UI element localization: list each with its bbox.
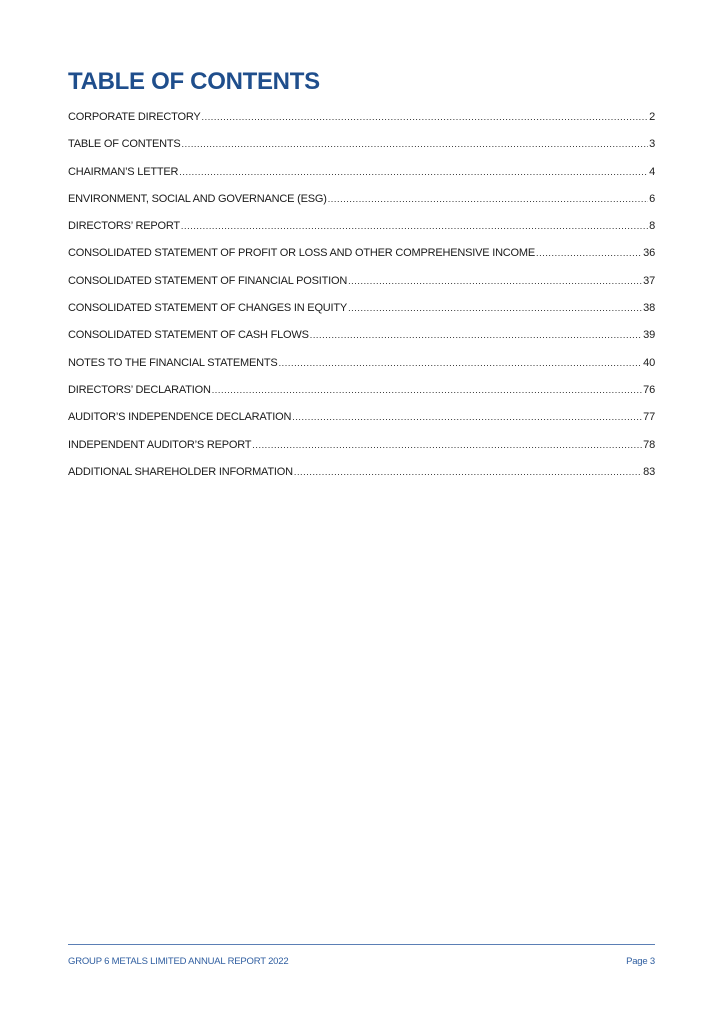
toc-entry-financial-position[interactable] [68, 272, 655, 299]
toc-dot-leader [279, 354, 643, 372]
toc-entry-page: 39 [643, 329, 655, 342]
footer-page-number: Page 3 [626, 956, 655, 967]
toc-dot-leader [182, 135, 649, 153]
toc-dot-leader [348, 272, 642, 290]
toc-entry-auditors-report[interactable] [68, 436, 655, 463]
toc-entry-profit-or-loss[interactable] [68, 244, 655, 271]
toc-entry-label: CONSOLIDATED STATEMENT OF CASH FLOWS [68, 329, 309, 342]
toc-dot-leader [292, 408, 642, 426]
toc-dot-leader [294, 463, 642, 481]
toc-entry-page: 4 [649, 165, 655, 178]
toc-dot-leader [202, 108, 649, 126]
toc-entry-label: CONSOLIDATED STATEMENT OF PROFIT OR LOSS AND OTHER COMPREHENSIVE INCOME [68, 247, 536, 260]
toc-dot-leader [181, 217, 648, 235]
toc-dot-leader [348, 299, 642, 317]
toc-entry-label: CONSOLIDATED STATEMENT OF FINANCIAL POSITION [68, 274, 348, 287]
footer-report-name: GROUP 6 METALS LIMITED ANNUAL REPORT 2022 [68, 956, 289, 967]
toc-entry-page: 77 [643, 411, 655, 424]
toc-dot-leader [328, 190, 648, 208]
toc-dot-leader [212, 381, 642, 399]
toc-entry-label: CHAIRMAN’S LETTER [68, 165, 179, 178]
toc-entry-changes-in-equity[interactable] [68, 299, 655, 326]
toc-entry-label: ADDITIONAL SHAREHOLDER INFORMATION [68, 465, 293, 478]
toc-dot-leader [252, 436, 642, 454]
toc-entry-page: 78 [643, 438, 655, 451]
toc-entry-directors-declaration[interactable] [68, 381, 655, 408]
toc-entry-page: 38 [643, 302, 655, 315]
toc-entry-directors-report[interactable] [68, 217, 655, 244]
toc-entry-cash-flows[interactable] [68, 326, 655, 353]
toc-entry-page: 37 [643, 274, 655, 287]
toc-entry-label: DIRECTORS’ DECLARATION [68, 383, 211, 396]
toc-entry-label: CONSOLIDATED STATEMENT OF CHANGES IN EQUITY [68, 302, 348, 315]
toc-entry-label: CORPORATE DIRECTORY [68, 111, 201, 123]
toc-dot-leader [310, 326, 642, 344]
toc-entry-label: ENVIRONMENT, SOCIAL AND GOVERNANCE (ESG) [68, 192, 327, 205]
page-title: TABLE OF CONTENTS [68, 68, 320, 95]
toc-entry-page: 36 [643, 247, 655, 260]
toc-entry-shareholder-information[interactable] [68, 463, 655, 490]
toc-entry-page: 83 [643, 465, 655, 478]
toc-entry-page: 6 [649, 192, 655, 205]
toc-entry-esg[interactable] [68, 190, 655, 217]
toc-entry-chairmans-letter[interactable] [68, 163, 655, 190]
toc-entry-corporate-directory[interactable] [68, 108, 655, 135]
table-of-contents [68, 108, 655, 490]
toc-entry-page: 76 [643, 383, 655, 396]
toc-entry-table-of-contents[interactable] [68, 135, 655, 162]
toc-entry-page: 40 [643, 356, 655, 369]
toc-entry-label: AUDITOR’S INDEPENDENCE DECLARATION [68, 411, 292, 424]
toc-entry-label: NOTES TO THE FINANCIAL STATEMENTS [68, 356, 278, 369]
toc-entry-label: INDEPENDENT AUDITOR’S REPORT [68, 438, 252, 451]
toc-dot-leader [536, 244, 642, 262]
toc-entry-notes[interactable] [68, 354, 655, 381]
toc-entry-page: 2 [649, 111, 655, 123]
toc-entry-page: 8 [649, 220, 655, 233]
toc-dot-leader [179, 163, 648, 181]
footer-divider [68, 944, 655, 945]
toc-entry-label: TABLE OF CONTENTS [68, 138, 181, 151]
toc-entry-auditors-independence[interactable] [68, 408, 655, 435]
toc-entry-label: DIRECTORS’ REPORT [68, 220, 180, 233]
toc-entry-page: 3 [649, 138, 655, 151]
